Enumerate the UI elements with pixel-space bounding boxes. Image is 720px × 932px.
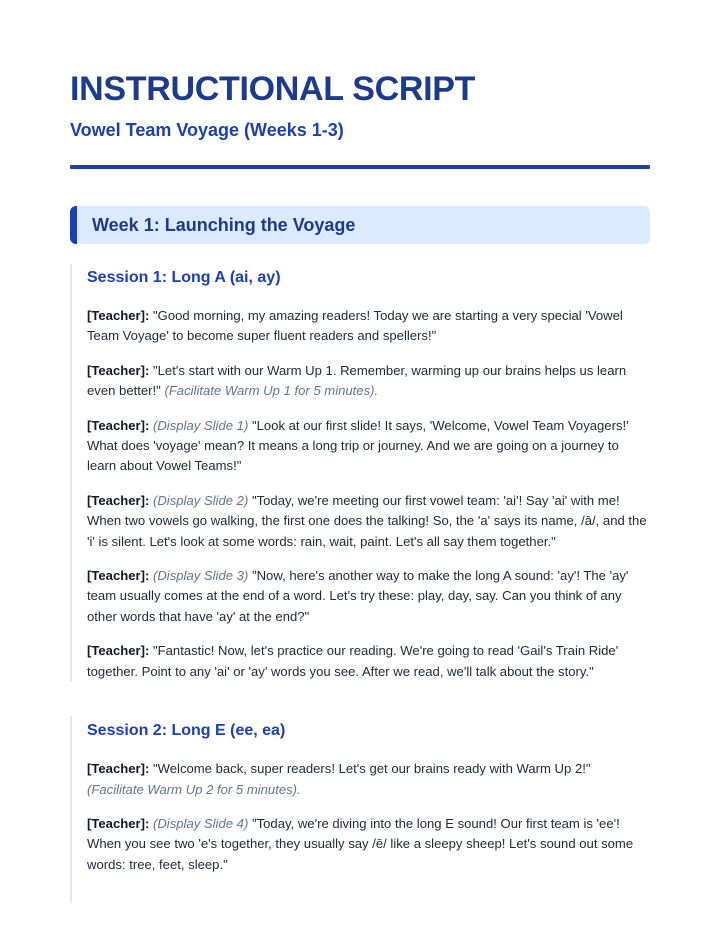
- speaker-label: [Teacher]:: [87, 568, 150, 584]
- speaker-label: [Teacher]:: [87, 815, 150, 831]
- script-line: [87, 361, 650, 402]
- stage-direction: (Facilitate Warm Up 1 for 5 minutes).: [164, 383, 379, 399]
- session-2: [70, 716, 650, 903]
- speaker-label: [Teacher]:: [87, 417, 150, 433]
- stage-direction: (Facilitate Warm Up 2 for 5 minutes).: [87, 781, 301, 797]
- speaker-label: [Teacher]:: [87, 362, 150, 378]
- stage-direction: (Display Slide 3): [152, 568, 249, 584]
- dialogue-text: "Now, here's another way to make the long A sound: 'ay'! The 'ay' team usually comes at the end of a word. Let's try these: play, day, say. Can you think of any other words that have 'ay' at the end?": [87, 568, 629, 624]
- speaker-label: [Teacher]:: [87, 308, 150, 323]
- script-line: [87, 814, 650, 875]
- dialogue-text: "Welcome back, super readers! Let's get our brains ready with Warm Up 2!": [152, 761, 591, 777]
- title-divider: [70, 165, 650, 169]
- script-line: [87, 491, 650, 552]
- session-1: [70, 264, 650, 682]
- document-title: INSTRUCTIONAL SCRIPT: [70, 70, 476, 108]
- week-1-title: Week 1: Launching the Voyage: [92, 214, 356, 235]
- session-2-title: Session 2: Long E (ee, ea): [87, 722, 286, 740]
- stage-direction: (Display Slide 2): [152, 492, 249, 508]
- dialogue-text: "Today, we're meeting our first vowel team: 'ai'! Say 'ai' with me! When two vowels go walking, the first one does the talking! So, the 'a' says its name, /ā/, and the 'i' is silent. Let's look at some words: rain, wait, paint. Let's all say them together.": [87, 492, 647, 549]
- dialogue-text: "Fantastic! Now, let's practice our reading. We're going to read 'Gail's Train Ride' together. Point to any 'ai' or 'ay' words you see. After we read, we'll talk about the story.": [87, 643, 619, 679]
- script-line: [87, 306, 650, 347]
- speaker-label: [Teacher]:: [87, 761, 150, 777]
- dialogue-text: "Good morning, my amazing readers! Today we are starting a very special 'Vowel Team Voyage' to become super fluent readers and spellers!": [87, 308, 623, 344]
- week-1-header: [70, 206, 650, 244]
- dialogue-text: "Today, we're diving into the long E sound! Our first team is 'ee'! When you see two 'e's together, they usually say /ē/ like a sleepy sheep! Let's sound out some words: tree, feet, sleep.": [87, 815, 634, 872]
- speaker-label: [Teacher]:: [87, 643, 150, 659]
- document-subtitle: Vowel Team Voyage (Weeks 1-3): [70, 120, 344, 140]
- script-line: [87, 416, 650, 477]
- dialogue-text: "Look at our first slide! It says, 'Welcome, Vowel Team Voyagers!' What does 'voyage' mean? It means a long trip or journey. And we are going on a journey to learn about Vowel Teams!": [87, 417, 629, 474]
- stage-direction: (Display Slide 1): [152, 417, 249, 433]
- script-line: [87, 566, 650, 627]
- speaker-label: [Teacher]:: [87, 492, 150, 508]
- script-line: [87, 759, 650, 800]
- script-line: [87, 641, 650, 682]
- stage-direction: (Display Slide 4): [152, 815, 249, 831]
- session-1-title: Session 1: Long A (ai, ay): [87, 269, 281, 286]
- dialogue-text: "Let's start with our Warm Up 1. Remember, warming up our brains helps us learn even better!": [87, 362, 627, 399]
